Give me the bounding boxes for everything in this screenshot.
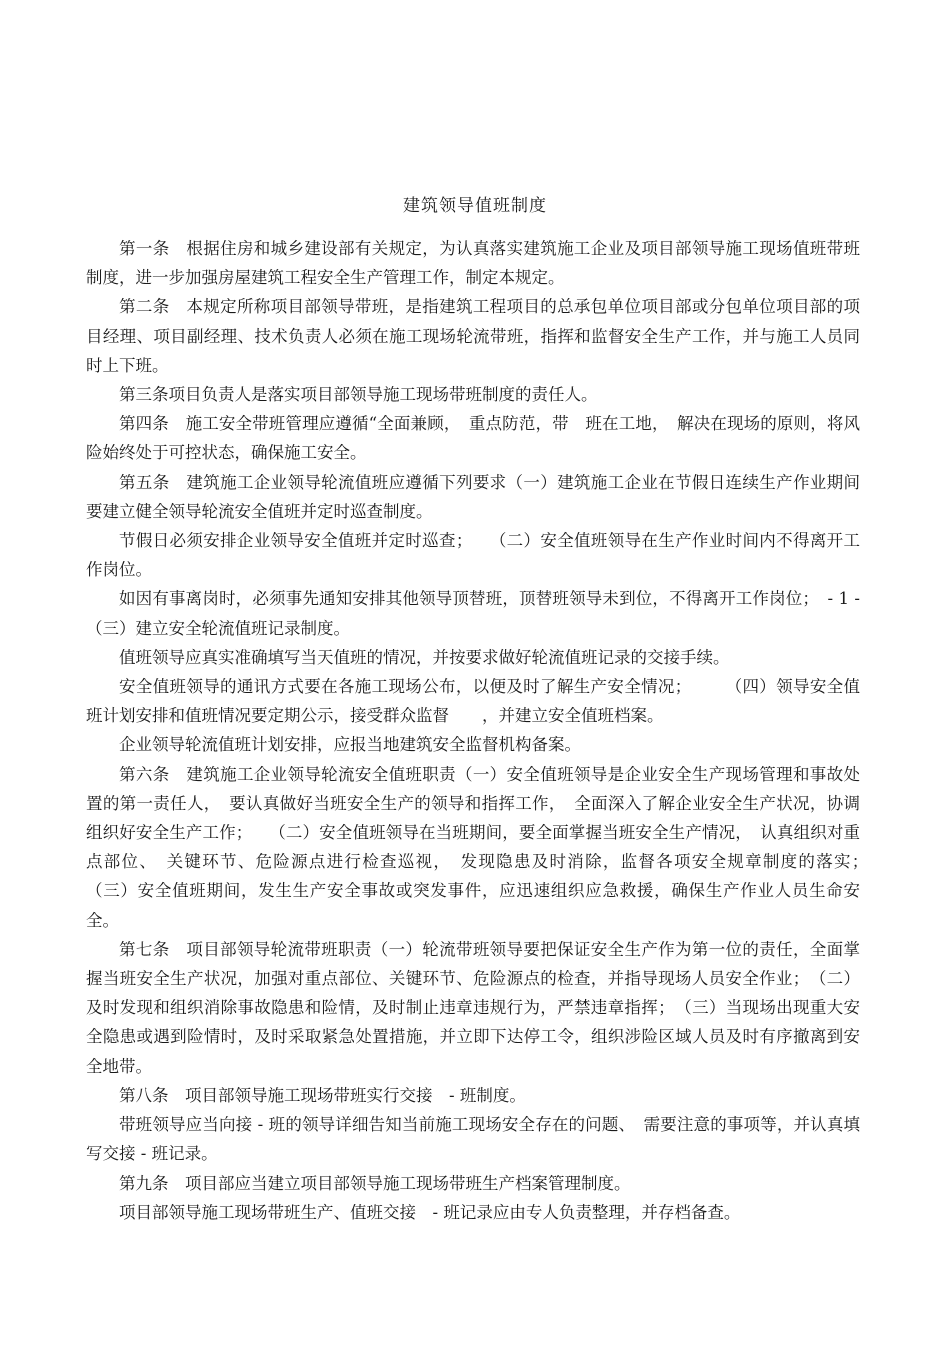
paragraph-article-9: 第九条 项目部应当建立项目部领导施工现场带班生产档案管理制度。	[119, 1173, 631, 1193]
paragraph-article-8-handover: 带班领导应当向接 - 班的领导详细告知当前施工现场安全存在的问题、 需要注意的事项等，并认真填写交接 - 班记录。	[86, 1115, 860, 1164]
paragraph-article-5: 第五条 建筑施工企业领导轮流值班应遵循下列要求（一）建筑施工企业在节假日连续生产作业期间要建立健全领导轮流安全值班并定时巡查制度。	[86, 472, 860, 521]
paragraph-article-9-archive: 项目部领导施工现场带班生产、值班交接 - 班记录应由专人负责整理，并存档备查。	[119, 1202, 741, 1222]
paragraph-article-3: 第三条项目负责人是落实项目部领导施工现场带班制度的责任人。	[119, 385, 598, 405]
paragraph-article-1: 第一条 根据住房和城乡建设部有关规定，为认真落实建筑施工企业及项目部领导施工现场值班带班制度，进一步加强房屋建筑工程安全生产管理工作，制定本规定。	[86, 239, 860, 288]
paragraph-article-4: 第四条 施工安全带班管理应遵循“全面兼顾， 重点防范，带 班在工地， 解决在现场的原则，将风险始终处于可控状态，确保施工安全。	[86, 414, 860, 463]
paragraph-article-5-filing: 企业领导轮流值班计划安排，应报当地建筑安全监督机构备案。	[119, 735, 581, 755]
paragraph-article-7: 第七条 项目部领导轮流带班职责（一）轮流带班领导要把保证安全生产作为第一位的责任，全面掌握当班安全生产状况，加强对重点部位、关键环节、危险源点的检查，并指导现场人员安全作业； （二）及时发现和组织消除事故隐患和险情，及时制止违章违规行为，严禁违章指挥； （三）当现场出现重大安全隐患或遇到险情时，及时采取紧急处置措施，并立即下达停工令，组织涉险区域人员及时有序撤离到安全地带。	[86, 939, 860, 1076]
paragraph-article-5-holiday: 节假日必须安排企业领导安全值班并定时巡查； （二）安全值班领导在生产作业时间内不得离开工作岗位。	[86, 531, 860, 580]
paragraph-article-8: 第八条 项目部领导施工现场带班实行交接 - 班制度。	[119, 1085, 526, 1105]
paragraph-article-6: 第六条 建筑施工企业领导轮流安全值班职责（一）安全值班领导是企业安全生产现场管理和事故处置的第一责任人， 要认真做好当班安全生产的领导和指挥工作， 全面深入了解企业安全生产状况，协调组织好安全生产工作； （二）安全值班领导在当班期间，要全面掌握当班安全生产情况， 认真组织对重点部位、 关键环节、危险源点进行检查巡视， 发现隐患及时消除，监督各项安全规章制度的落实； （三）安全值班期间，发生生产安全事故或突发事件，应迅速组织应急救援，确保生产作业人员生命安全。	[86, 764, 893, 930]
document-title: 建筑领导值班制度	[403, 196, 547, 216]
paragraph-article-2: 第二条 本规定所称项目部领导带班，是指建筑工程项目的总承包单位项目部或分包单位项目部的项目经理、项目副经理、技术负责人必须在施工现场轮流带班，指挥和监督安全生产工作，并与施工人员同时上下班。	[86, 297, 860, 375]
paragraph-article-5-leave: 如因有事离岗时，必须事先通知安排其他领导顶替班，顶替班领导未到位，不得离开工作岗位； - 1 - （三）建立安全轮流值班记录制度。	[86, 589, 877, 638]
document-body	[86, 234, 893, 1227]
paragraph-article-5-contact: 安全值班领导的通讯方式要在各施工现场公布，以便及时了解生产安全情况； （四）领导安全值班计划安排和值班情况要定期公示，接受群众监督 ，并建立安全值班档案。	[86, 677, 860, 726]
paragraph-article-5-record: 值班领导应真实准确填写当天值班的情况，并按要求做好轮流值班记录的交接手续。	[119, 647, 730, 667]
